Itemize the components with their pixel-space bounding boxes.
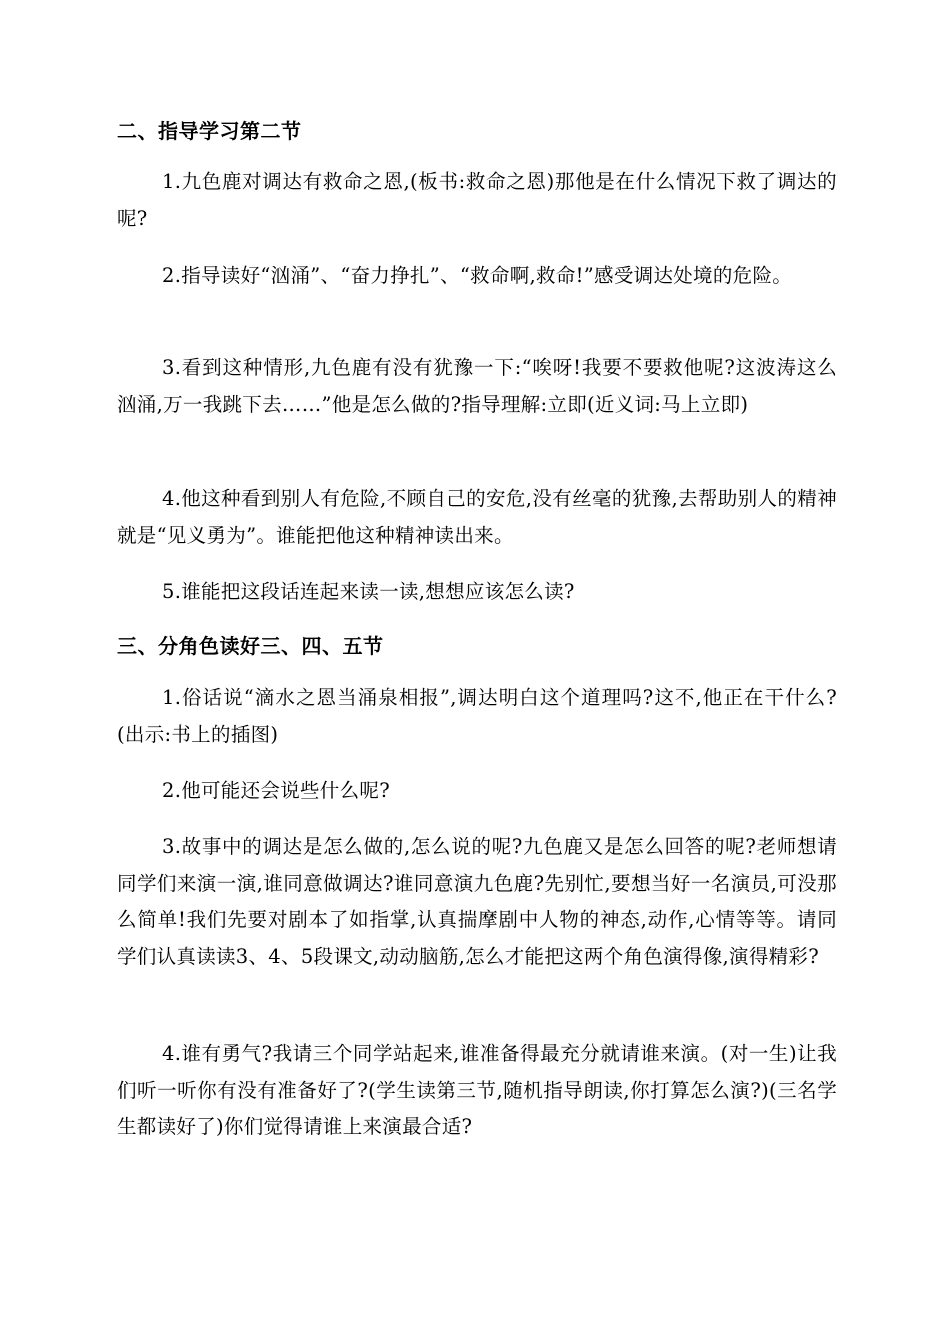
paragraph: 5.谁能把这段话连起来读一读,想想应该怎么读?: [162, 580, 575, 603]
section-heading: 三、分角色读好三、四、五节: [117, 634, 384, 658]
paragraph: 4.他这种看到别人有危险,不顾自己的安危,没有丝毫的犹豫,去帮助别人的精神就是“见义勇为”。谁能把他这种精神读出来。: [117, 487, 837, 547]
paragraph: 4.谁有勇气?我请三个同学站起来,谁准备得最充分就请谁来演。(对一生)让我们听一听你有没有准备好了?(学生读第三节,随机指导朗读,你打算怎么演?)(三名学生都读好了)你们觉得请谁上来演最合适?: [117, 1042, 837, 1138]
section-heading: 二、指导学习第二节: [117, 119, 302, 143]
paragraph: 2.他可能还会说些什么呢?: [162, 779, 390, 802]
paragraph: 2.指导读好“汹涌”、“奋力挣扎”、“救命啊,救命!”感受调达处境的危险。: [162, 264, 793, 287]
paragraph: 1.九色鹿对调达有救命之恩,(板书:救命之恩)那他是在什么情况下救了调达的呢?: [117, 170, 837, 230]
paragraph: 1.俗话说“滴水之恩当涌泉相报”,调达明白这个道理吗?这不,他正在干什么?(出示:书上的插图): [117, 686, 837, 746]
paragraph: 3.故事中的调达是怎么做的,怎么说的呢?九色鹿又是怎么回答的呢?老师想请同学们来演一演,谁同意做调达?谁同意演九色鹿?先别忙,要想当好一名演员,可没那么简单!我们先要对剧本了如指掌,认真揣摩剧中人物的神态,动作,心情等等。请同学们认真读读3、4、5段课文,动动脑筋,怎么才能把这两个角色演得像,演得精彩?: [117, 835, 837, 968]
paragraph: 3.看到这种情形,九色鹿有没有犹豫一下:“唉呀!我要不要救他呢?这波涛这么汹涌,万一我跳下去……”他是怎么做的?指导理解:立即(近义词:马上立即): [117, 356, 837, 416]
